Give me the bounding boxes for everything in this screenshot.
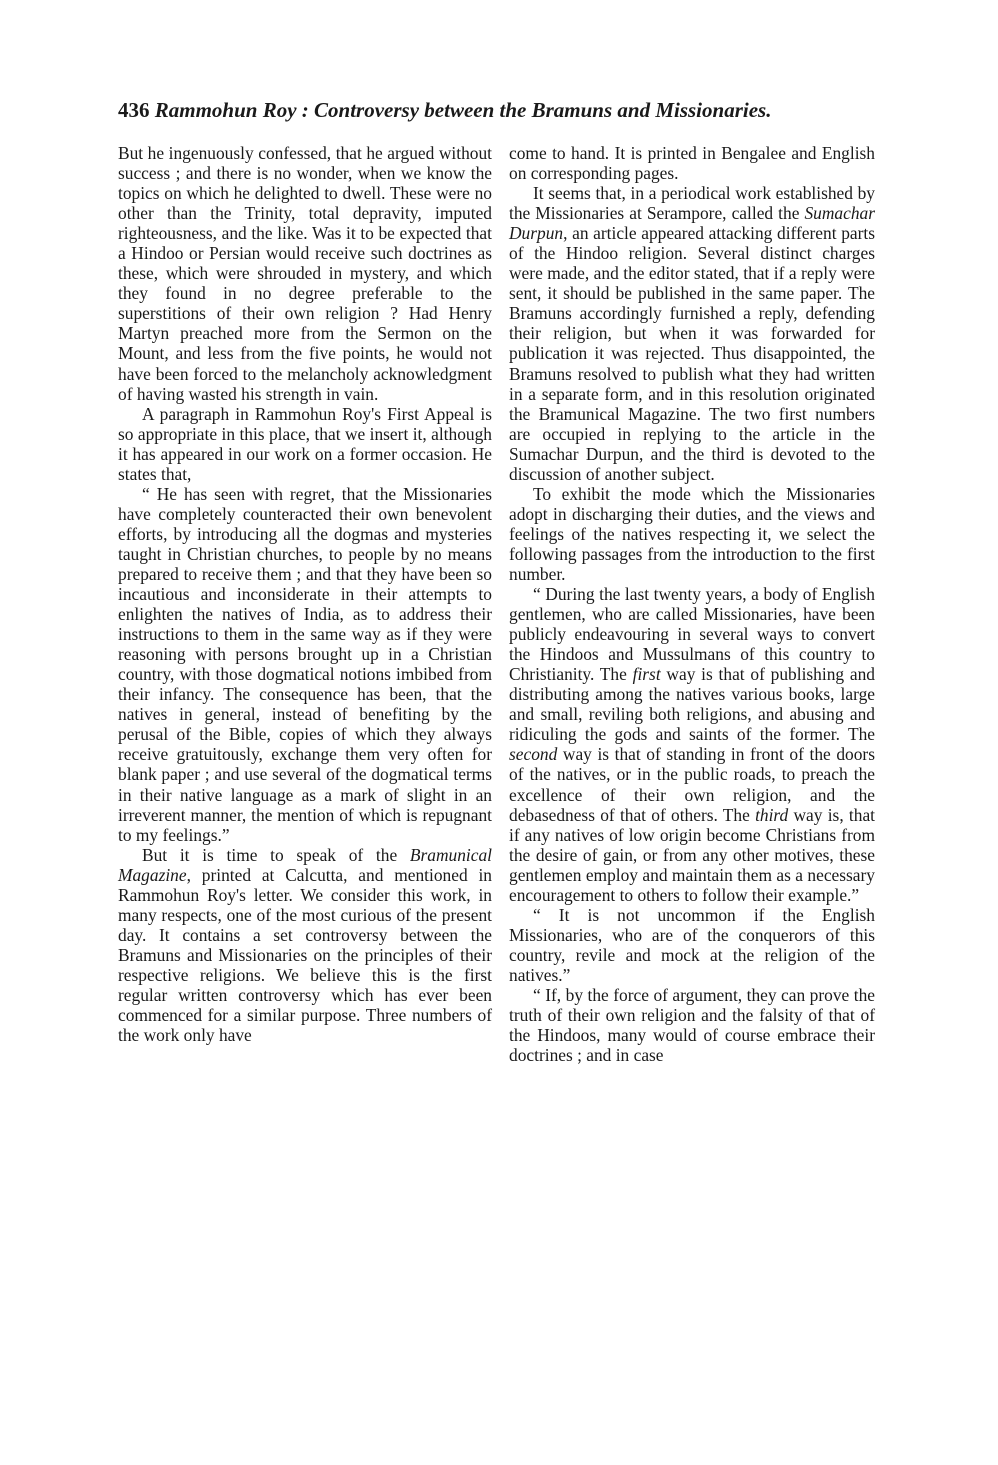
text-run: way is that of publishing and distributing among the natives various books, large and small, reviling both religions, and abusing and ridiculing the gods and saints of the former. The — [509, 664, 875, 745]
paragraph: A paragraph in Rammohun Roy's First Appeal is so appropriate in this place, that we insert it, although it has appeared in our work on a former occasion. He states that, — [118, 403, 492, 484]
running-head — [118, 97, 878, 123]
paragraph — [118, 845, 492, 1045]
italic-word: first — [632, 664, 661, 685]
paragraph: come to hand. It is printed in Bengalee and English on corresponding pages. — [509, 143, 875, 184]
paragraph: But he ingenuously confessed, that he argued without success ; and there is no wonder, when we know the topics on which he delighted to dwell. These were no other than the Trinity, total depravity, imputed righteousness, and the like. Was it to be expected that a Hindoo or Persian would receive such doctrines as these, which were shrouded in mystery, and which they found in no degree preferable to the superstitions of their own religion ? Had Henry Martyn preached more from the Sermon on the Mount, and less from the five points, he would not have been forced to the melancholy acknowledgment of having wasted his strength in vain. — [118, 143, 492, 404]
text-run: way is that of standing in front of the doors of the natives, or in the public roads, to preach the excellence of their own religion, and the debasedness of that of others. The — [509, 744, 875, 825]
text-run: “ During the last twenty years, a body of English gentlemen, who are called Missionaries, have been publicly endeavouring in several ways to convert the Hindoos and Mussulmans of this country to Christianity. The — [509, 584, 875, 685]
text-run: , printed at Calcutta, and mentioned in Rammohun Roy's letter. We consider this work, in many respects, one of the most curious of the present day. It contains a set controversy between the Bramuns and Missionaries on the principles of their respective religions. We believe this is the first regular written controversy which has ever been commenced for a similar purpose. Three numbers of the work only have — [118, 864, 492, 1046]
right-column — [509, 143, 875, 1065]
paragraph — [509, 183, 875, 484]
text-run: It seems that, in a periodical work established by the Missionaries at Serampore, called the — [509, 183, 875, 224]
left-column — [118, 143, 492, 1045]
quoted-paragraph: “ If, by the force of argument, they can prove the truth of their own religion and the falsity of that of the Hindoos, many would of course embrace their doctrines ; and in case — [509, 984, 875, 1066]
text-run: , an article appeared attacking different parts of the Hindoo religion. Several distinct charges were made, and the editor stated, that if a reply were sent, it should be published in the same paper. The Bramuns accordingly furnished a reply, defending their religion, but when it was forwarded for publication it was rejected. Thus disappointed, the Bramuns resolved to publish what they had written in a separate form, and in this resolution originated the Bramunical Magazine. The two first numbers are occupied in replying to the article in the Sumachar Durpun, and the third is devoted to the discussion of another subject. — [509, 223, 875, 484]
italic-word: third — [755, 804, 789, 825]
page-number: 436 — [118, 98, 150, 122]
text-run: But it is time to speak of the — [142, 844, 410, 865]
quoted-paragraph: “ It is not uncommon if the English Missionaries, who are of the conquerors of this country, revile and mock at the religion of the natives.” — [509, 904, 875, 985]
paragraph: To exhibit the mode which the Missionaries adopt in discharging their duties, and the views and feelings of the natives respecting it, we select the following passages from the introduction to the first number. — [509, 483, 875, 584]
italic-word: second — [509, 744, 558, 765]
quoted-paragraph: “ He has seen with regret, that the Missionaries have completely counteracted their own benevolent efforts, by introducing all the dogmas and mysteries taught in Christian churches, to people by no means prepared to receive them ; and that they have been so incautious and inconsiderate in their attempts to enlighten the natives of India, as to address their instructions to them in the same way as if they were reasoning with persons brought up in a Christian country, with those dogmatical notions imbibed from their infancy. The consequence has been, that the natives in general, instead of benefiting by the perusal of the Bible, copies of which they always receive gratuitously, exchange them very often for blank paper ; and use several of the dogmatical terms in their native language as a mark of slight in an irreverent manner, the mention of which is repugnant to my feelings.” — [118, 483, 492, 845]
running-title: Rammohun Roy : Controversy between the Bramuns and Missionaries. — [154, 98, 772, 122]
italic-title: Sumachar Durpun — [509, 203, 875, 244]
italic-title: Bramunical Magazine — [118, 844, 492, 885]
text-run: way is, that if any natives of low origin become Christians from the desire of gain, or from any other motives, these gentlemen employ and maintain them as a necessary encouragement to others to follow their example.” — [509, 804, 875, 905]
quoted-paragraph — [509, 584, 875, 905]
